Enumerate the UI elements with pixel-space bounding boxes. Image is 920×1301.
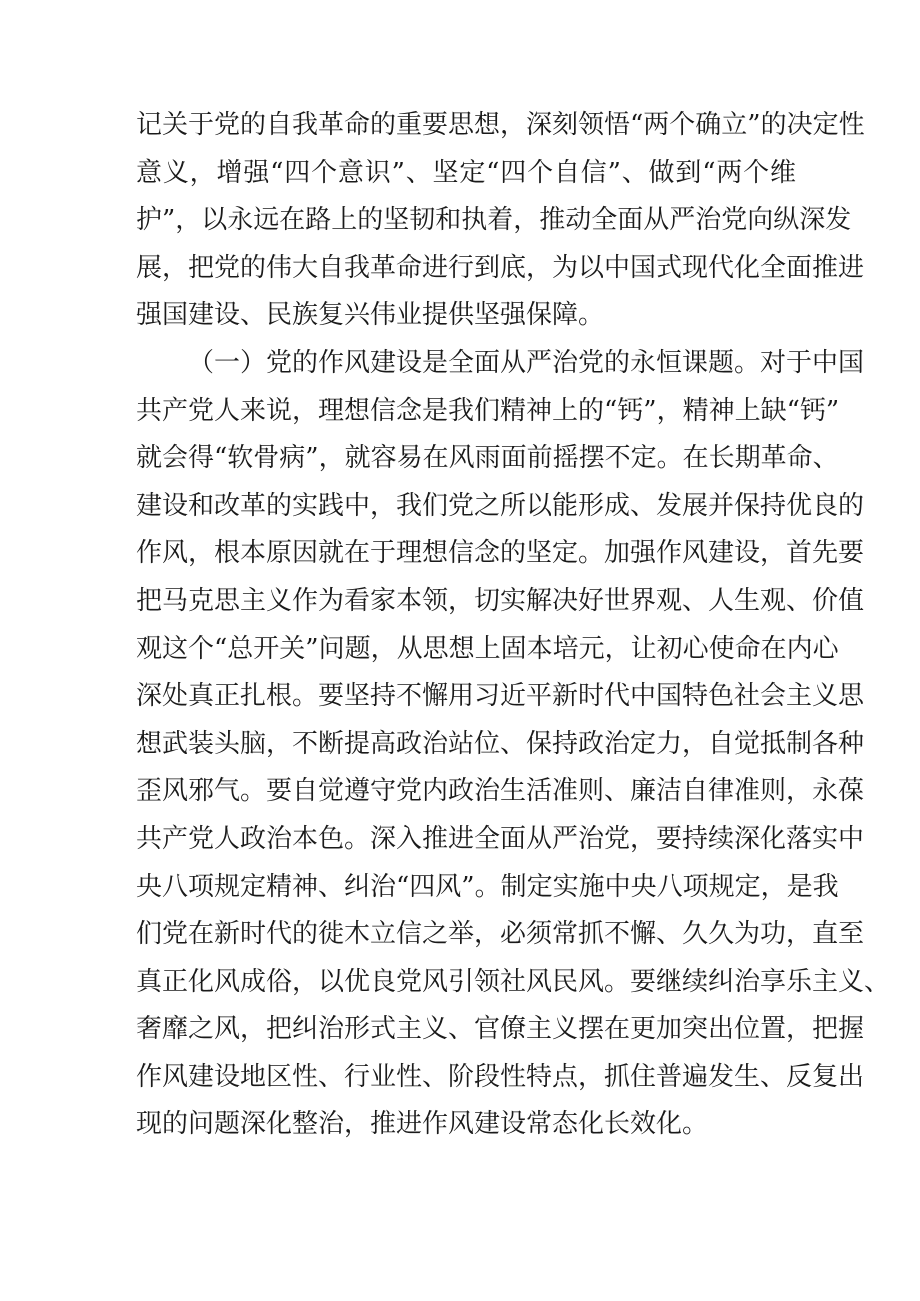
- paragraph-line: 共产党人政治本色。深入推进全面从严治党，要持续深化落实中: [136, 823, 865, 854]
- paragraph-line: 强国建设、民族复兴伟业提供坚强保障。: [136, 300, 605, 331]
- paragraph-2: [136, 340, 891, 1149]
- paragraph-line: 歪风邪气。要自觉遵守党内政治生活准则、廉洁自律准则，永葆: [136, 776, 865, 807]
- paragraph-line: 们党在新时代的徙木立信之举，必须常抓不懈、久久为功，直至: [136, 919, 865, 950]
- paragraph-line: 记关于党的自我革命的重要思想，深刻领悟“两个确立”的决定性: [136, 110, 865, 140]
- paragraph-line: 观这个“总开关”问题，从思想上固本培元，让初心使命在内心: [136, 633, 839, 664]
- paragraph-line: 真正化风成俗，以优良党风引领社风民风。要继续纠治享乐主义、: [136, 966, 891, 997]
- document-body: [136, 102, 891, 1149]
- paragraph-line: 护”，以永远在路上的坚韧和执着，推动全面从严治党向纵深发: [136, 205, 852, 236]
- paragraph-line: 央八项规定精神、纠治“四风”。制定实施中央八项规定，是我: [136, 871, 839, 902]
- paragraph-line: 作风建设地区性、行业性、阶段性特点，抓住普遍发生、反复出: [136, 1061, 865, 1092]
- paragraph-line: 深处真正扎根。要坚持不懈用习近平新时代中国特色社会主义思: [136, 681, 865, 712]
- paragraph-line: 奢靡之风，把纠治形式主义、官僚主义摆在更加突出位置，把握: [136, 1014, 865, 1045]
- paragraph-line: 把马克思主义作为看家本领，切实解决好世界观、人生观、价值: [136, 585, 865, 616]
- paragraph-line: 建设和改革的实践中，我们党之所以能形成、发展并保持优良的: [136, 490, 865, 521]
- paragraph-1: [136, 102, 865, 340]
- paragraph-line: 共产党人来说，理想信念是我们精神上的“钙”，精神上缺“钙”: [136, 395, 840, 426]
- paragraph-line: 现的问题深化整治，推进作风建设常态化长效化。: [136, 1109, 709, 1140]
- paragraph-line: 作风，根本原因就在于理想信念的坚定。加强作风建设，首先要: [136, 538, 865, 569]
- paragraph-line: 意义，增强“四个意识”、坚定“四个自信”、做到“两个维: [136, 157, 796, 188]
- paragraph-line: 展，把党的伟大自我革命进行到底，为以中国式现代化全面推进: [136, 252, 865, 283]
- section-heading-line: （一）党的作风建设是全面从严治党的永恒课题。对于中国: [188, 347, 865, 378]
- paragraph-line: 想武装头脑，不断提高政治站位、保持政治定力，自觉抵制各种: [136, 728, 865, 759]
- paragraph-line: 就会得“软骨病”，就容易在风雨面前摇摆不定。在长期革命、: [136, 443, 839, 474]
